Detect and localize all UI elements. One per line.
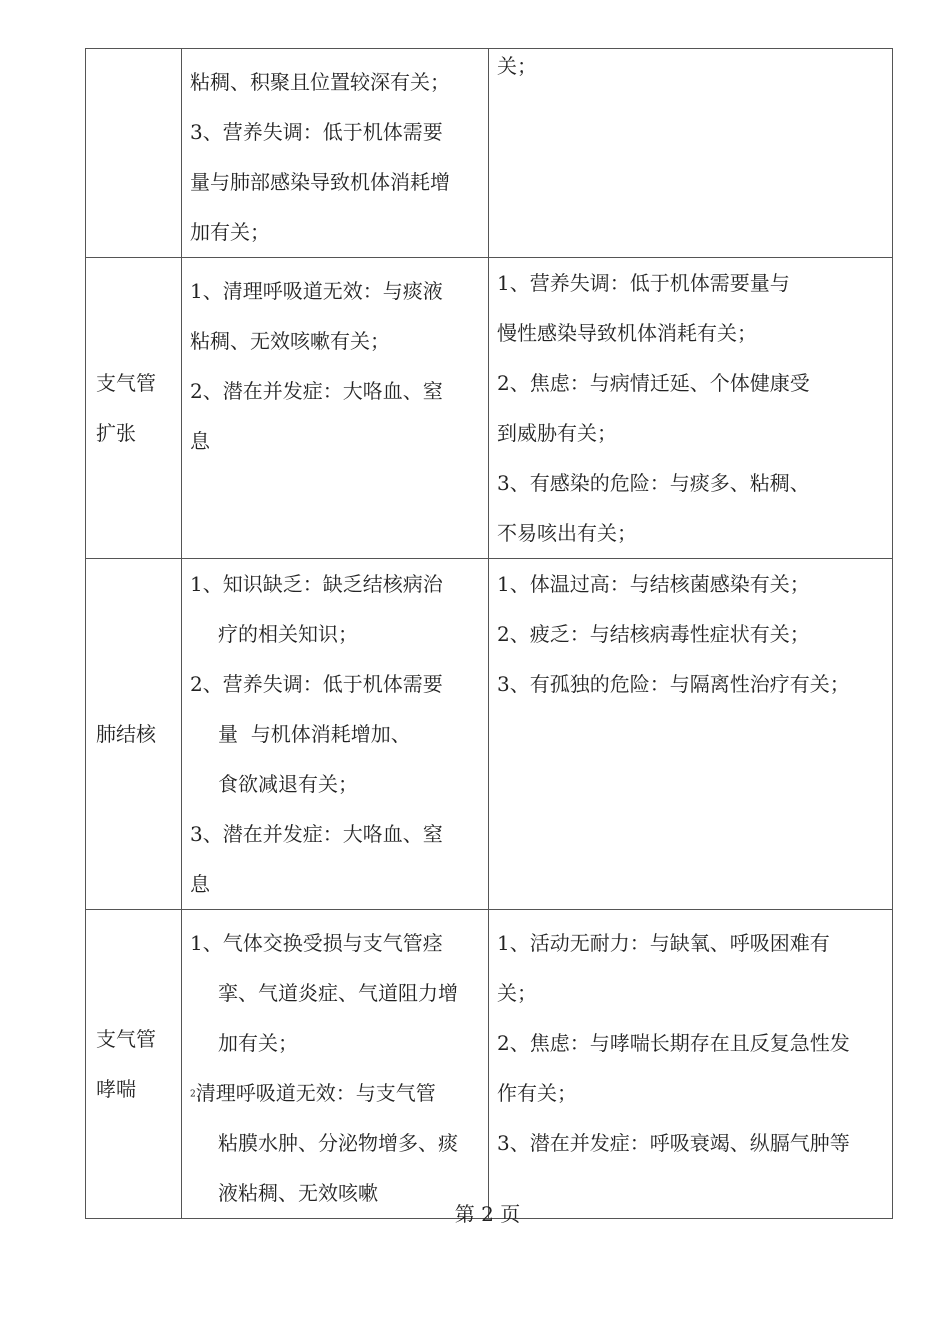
text-line: 2、疲乏：与结核病毒性症状有关； [497,622,810,646]
text-line: 粘稠、积聚且位置较深有关； [190,70,450,94]
text-line: 疗的相关知识； [218,622,358,646]
text-line: 量 与机体消耗增加、 [218,722,411,746]
text-line: 3、有感染的危险：与痰多、粘稠、 [497,471,810,495]
care-diagnosis-table [85,48,893,1219]
text-line: 关； [497,54,537,78]
diagnosis-cell [489,258,893,559]
diagnosis-cell [182,258,489,559]
disease-name-line: 肺结核 [96,722,156,746]
text-line: 2、营养失调：低于机体需要 [190,672,443,696]
text-line: 3、潜在并发症：呼吸衰竭、纵膈气肿等 [497,1131,850,1155]
diagnosis-cell [489,559,893,910]
text-line: 1、体温过高：与结核菌感染有关； [497,572,810,596]
text-line: 3、潜在并发症：大咯血、窒 [190,822,443,846]
text-line: 2、焦虑：与病情迁延、个体健康受 [497,371,810,395]
text-line: 息 [190,872,210,896]
text-line: 3、有孤独的危险：与隔离性治疗有关； [497,672,850,696]
text-line: 关； [497,981,537,1005]
text-line: 1、知识缺乏：缺乏结核病治 [190,572,443,596]
text-line: 1、清理呼吸道无效：与痰液 [190,279,443,303]
table-row [86,258,893,559]
small-number: 2 [190,1089,196,1100]
diagnosis-cell [182,49,489,258]
text-line: 量与肺部感染导致机体消耗增 [190,170,450,194]
text-line: 粘稠、无效咳嗽有关； [190,329,390,353]
table-row [86,559,893,910]
text-line: 1、营养失调：低于机体需要量与 [497,271,790,295]
text-line: 作有关； [497,1081,577,1105]
text-line: 1、活动无耐力：与缺氧、呼吸困难有 [497,931,830,955]
text-line: 2、焦虑：与哮喘长期存在且反复急性发 [497,1031,850,1055]
text-line: 3、营养失调：低于机体需要 [190,120,443,144]
disease-name-line: 支气管 [96,371,156,395]
text-line: 2清理呼吸道无效：与支气管 [190,1081,436,1105]
text-line: 慢性感染导致机体消耗有关； [497,321,757,345]
disease-cell [86,910,182,1219]
diagnosis-cell [182,910,489,1219]
table-row [86,49,893,258]
text-line: 粘膜水肿、分泌物增多、痰 [218,1131,458,1155]
table-row [86,910,893,1219]
text-line: 不易咳出有关； [497,521,637,545]
disease-cell [86,258,182,559]
text-line: 息 [190,429,210,453]
disease-cell [86,559,182,910]
disease-name-line: 支气管 [96,1027,156,1051]
disease-cell [86,49,182,258]
text-line: 加有关； [190,220,270,244]
text-line: 液粘稠、无效咳嗽 [218,1181,378,1205]
disease-name-line: 扩张 [96,421,136,445]
page-number: 第 2 页 [454,1202,521,1226]
text-line: 挛、气道炎症、气道阻力增 [218,981,458,1005]
text-line: 到威胁有关； [497,421,617,445]
text-line: 2、潜在并发症：大咯血、窒 [190,379,443,403]
text-line: 食欲减退有关； [218,772,358,796]
diagnosis-cell [489,49,893,258]
disease-name-line: 哮喘 [96,1077,136,1101]
diagnosis-cell [182,559,489,910]
diagnosis-cell [489,910,893,1219]
text-line: 1、气体交换受损与支气管痉 [190,931,443,955]
text-line: 加有关； [218,1031,298,1055]
